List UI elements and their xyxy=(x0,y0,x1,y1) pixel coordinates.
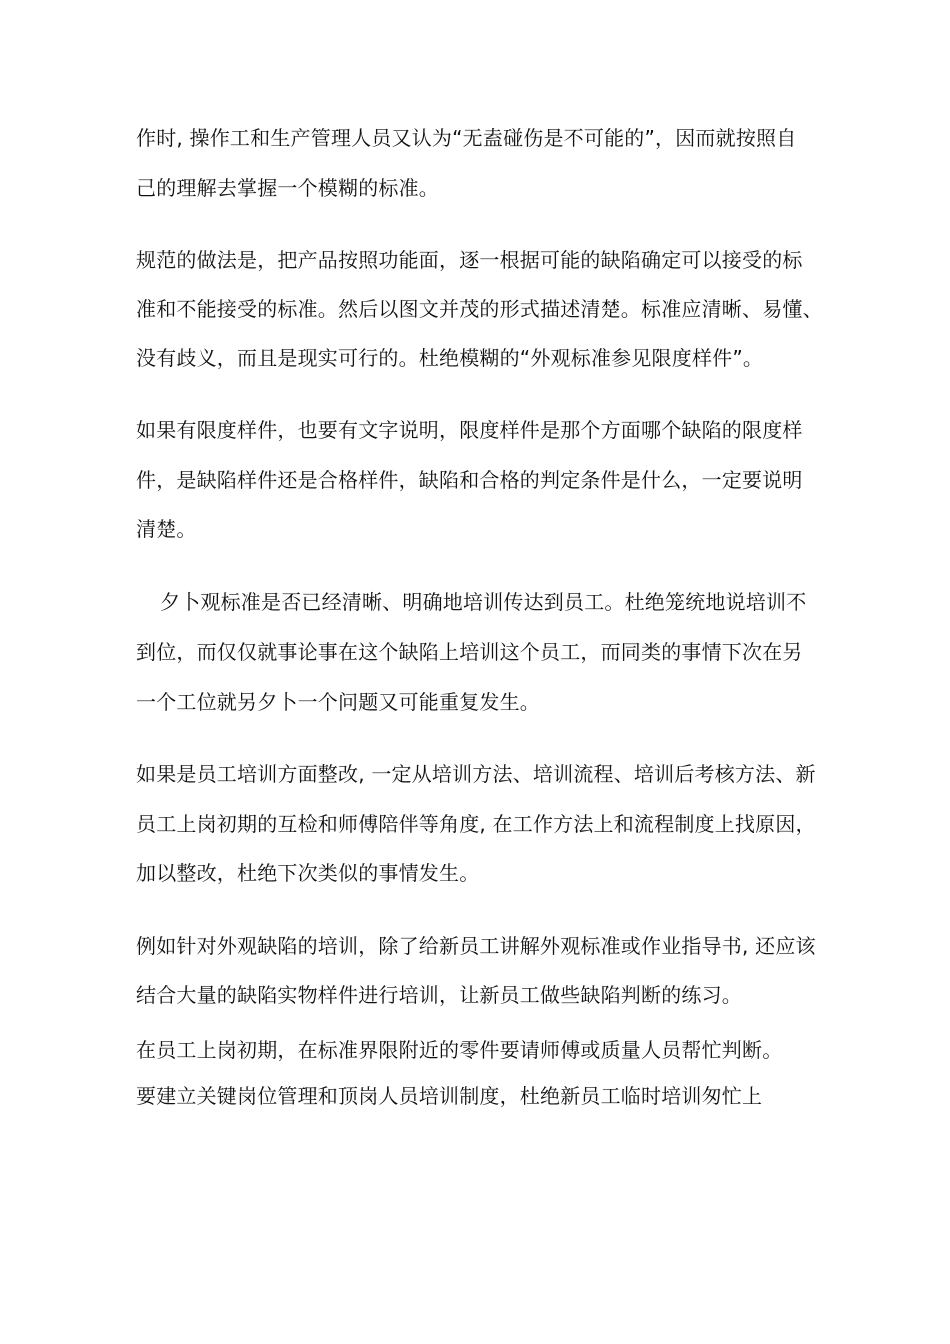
paragraph-6-line-3: 在员工上岗初期，在标准界限附近的零件要请师傅或质量人员帮忙判断。 xyxy=(136,1038,783,1062)
paragraph-3-line-1: 如果有限度样件，也要有文字说明，限度样件是那个方面哪个缺陷的限度样 xyxy=(136,418,803,442)
paragraph-2-line-3: 没有歧义，而且是现实可行的。杜绝模糊的“外观标准参见限度样件”。 xyxy=(136,346,764,370)
paragraph-5-line-1: 如果是员工培训方面整改, 一定从培训方法、培训流程、培训后考核方法、新 xyxy=(136,762,816,786)
paragraph-6-line-2: 结合大量的缺陷实物样件进行培训，让新员工做些缺陷判断的练习。 xyxy=(136,983,742,1007)
paragraph-3-line-2: 件，是缺陷样件还是合格样件，缺陷和合格的判定条件是什么，一定要说明 xyxy=(136,468,803,492)
paragraph-1-line-2: 己的理解去掌握一个模糊的标准。 xyxy=(136,176,439,200)
paragraph-2-line-1: 规范的做法是，把产品按照功能面，逐一根据可能的缺陷确定可以接受的标 xyxy=(136,248,803,272)
paragraph-5-line-3: 加以整改，杜绝下次类似的事情发生。 xyxy=(136,861,480,885)
paragraph-5-line-2: 员工上岗初期的互检和师傅陪伴等角度, 在工作方法上和流程制度上找原因， xyxy=(136,812,816,836)
paragraph-4-line-1: 夕卜观标准是否已经清晰、明确地培训传达到员工。杜绝笼统地说培训不 xyxy=(160,590,807,614)
paragraph-6-line-4: 要建立关键岗位管理和顶岗人员培训制度，杜绝新员工临时培训匆忙上 xyxy=(136,1084,763,1108)
paragraph-6-line-1: 例如针对外观缺陷的培训，除了给新员工讲解外观标准或作业指导书, 还应该 xyxy=(136,934,816,958)
paragraph-4-line-2: 到位，而仅仅就事论事在这个缺陷上培训这个员工，而同类的事情下次在另 xyxy=(136,640,803,664)
paragraph-3-line-3: 清楚。 xyxy=(136,517,197,541)
paragraph-1-line-1: 作时, 操作工和生产管理人员又认为“无盍碰伤是不可能的”，因而就按照自 xyxy=(136,126,797,150)
paragraph-4-line-3: 一个工位就另夕卜一个问题又可能重复发生。 xyxy=(136,690,540,714)
paragraph-2-line-2: 准和不能接受的标准。然后以图文并茂的形式描述清楚。标准应清晰、易懂、 xyxy=(136,297,823,321)
